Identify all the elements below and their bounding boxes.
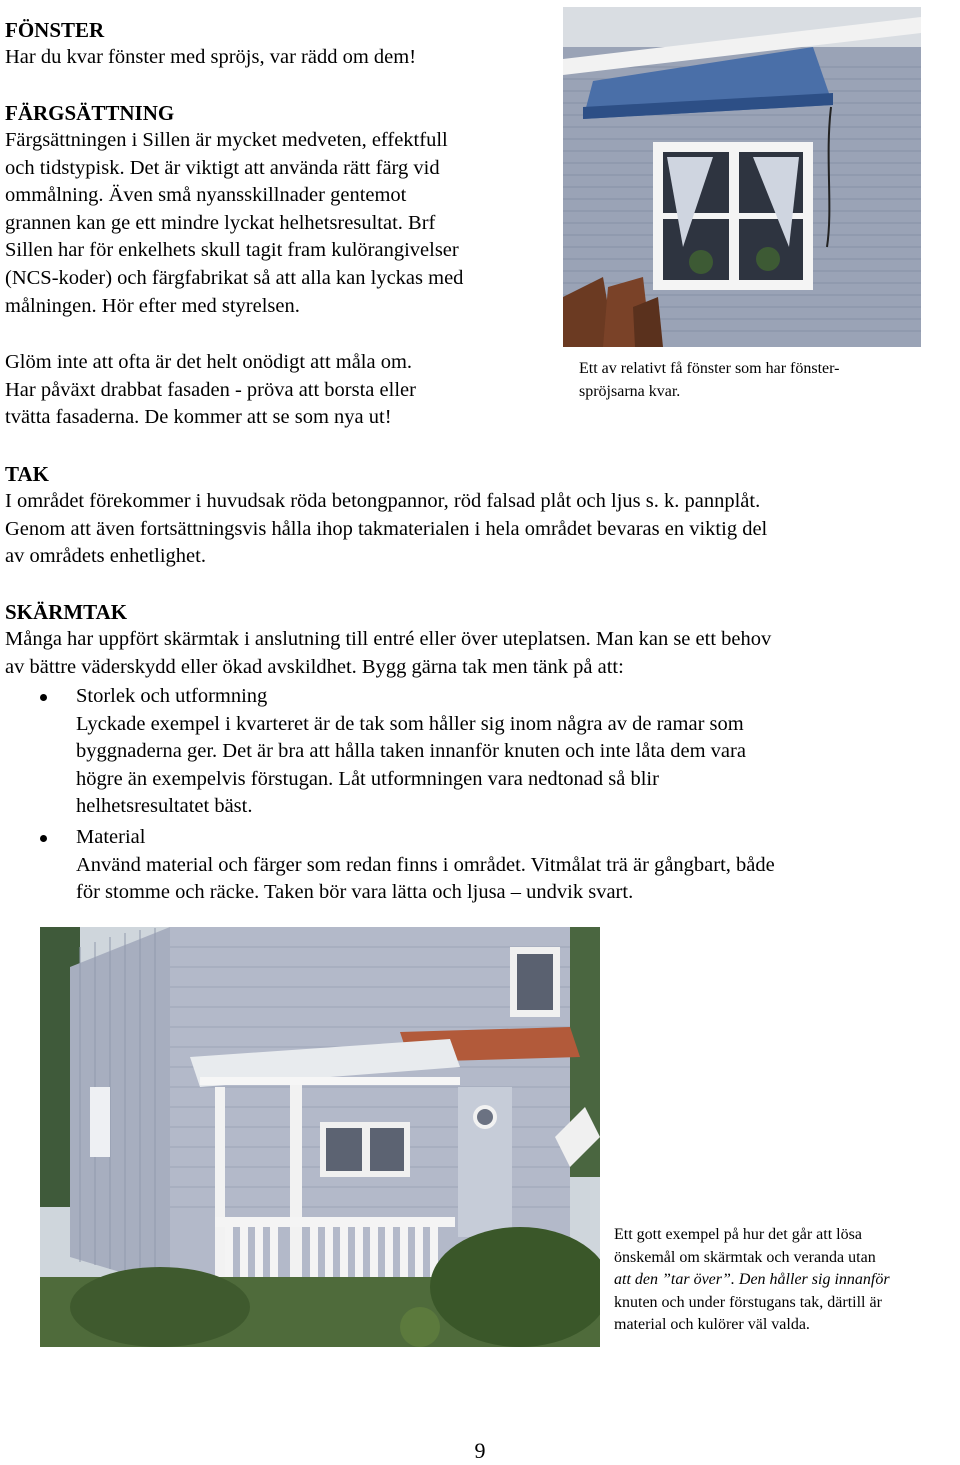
text-line: Sillen har för enkelhets skull tagit fram kulörangivelser [5,239,459,262]
bullet-item [0,683,950,821]
caption-line: Ett av relativt få fönster som har fönster- [579,360,840,377]
porch-photo [40,927,600,1347]
text-line: grannen kan ge ett mindre lyckat helhetsresultat. Brf [5,211,436,234]
bullet-title: Material [76,825,146,848]
text-line: Glöm inte att ofta är det helt onödigt att måla om. [5,351,413,373]
bullet-dot [40,694,47,701]
text-line: av bättre väderskydd eller ökad avskildhet. Bygg gärna tak men tänk på att: [5,655,624,678]
text-line: av områdets enhetlighet. [5,545,206,568]
text-line: helhetsresultatet bäst. [76,795,253,818]
fonster-text: Har du kvar fönster med spröjs, var rädd om dem! [5,46,417,68]
bullet-dot [40,835,47,842]
caption-line: material och kulörer väl valda. [614,1316,810,1333]
fargsattning-paragraph-2 [5,349,555,432]
text-line: ommålning. Även små nyansskillnader gentemot [5,184,407,207]
text-line: målningen. Hör efter med styrelsen. [5,294,300,317]
tak-paragraph [5,488,955,571]
text-line: Har påväxt drabbat fasaden - pröva att borsta eller [5,378,416,401]
page-number: 9 [474,1438,486,1463]
skarmtak-bullet-list [0,683,950,907]
porch-photo-caption [614,1224,960,1337]
text-line: Färgsättningen i Sillen är mycket medveten, effektfull [5,129,448,151]
text-line: högre än exempelvis förstugan. Låt utformningen vara nedtonad så blir [76,767,659,790]
text-line: I området förekommer i huvudsak röda betongpannor, röd falsad plåt och ljus s. k. pannplåt. [5,490,761,512]
text-line: (NCS-koder) och färgfabrikat så att alla kan lyckas med [5,266,464,289]
skarmtak-paragraph [5,626,955,681]
fonster-heading: FÖNSTER [5,18,105,42]
window-photo-caption [579,358,949,403]
fargsattning-paragraph [5,127,555,320]
text-line: Lyckade exempel i kvarteret är de tak som håller sig inom några av de ramar som [76,712,744,735]
bullet-title: Storlek och utformning [76,685,268,707]
text-line: Använd material och färger som redan finns i området. Vitmålat trä är gångbart, både [76,853,775,876]
text-line: byggnaderna ger. Det är bra att hålla taken innanför knuten och inte låta dem vara [76,740,746,763]
text-line: för stomme och räcke. Taken bör vara lätta och ljusa – undvik svart. [76,881,634,904]
window-photo [563,7,921,347]
caption-line: önskemål om skärmtak och veranda utan [614,1248,876,1266]
text-line: tvätta fasaderna. De kommer att se som nya ut! [5,406,392,429]
text-line: Många har uppfört skärmtak i anslutning till entré eller över uteplatsen. Man kan se ett behov [5,628,772,650]
text-line: och tidstypisk. Det är viktigt att använda rätt färg vid [5,156,440,179]
tak-heading: TAK [5,462,49,486]
caption-line: knuten och under förstugans tak, därtill är [614,1293,882,1311]
text-line: Genom att även fortsättningsvis hålla ihop takmaterialen i hela området bevaras en viktig del [5,517,768,540]
caption-line: att den ”tar över”. Den håller sig innanför [614,1271,890,1288]
bullet-item [0,824,950,907]
skarmtak-heading: SKÄRMTAK [5,600,128,624]
caption-line: Ett gott exempel på hur det går att lösa [614,1226,862,1243]
caption-line: spröjsarna kvar. [579,382,681,400]
fargsattning-heading: FÄRGSÄTTNING [5,101,175,125]
